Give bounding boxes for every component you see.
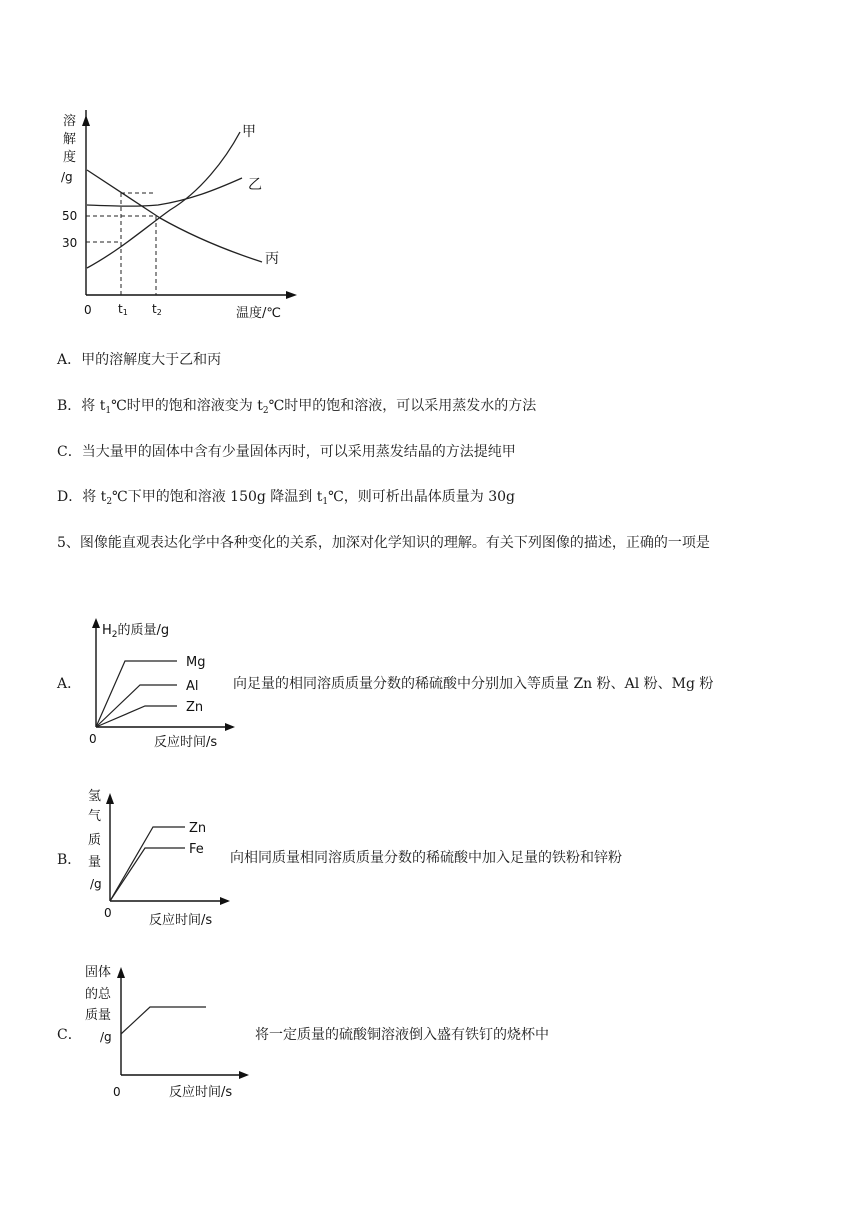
xlabel: 温度/℃: [236, 306, 281, 321]
y-axis-arrow: [117, 967, 125, 978]
ylabel: $H_2$的质量/g: [102, 623, 170, 640]
series-zn: [110, 827, 185, 901]
q4-option-d: D．将 $t_2℃$下甲的饱和溶液 150g 降温到 $t_1℃$，则可析出晶体质量为 30g: [57, 489, 515, 507]
xlabel: 反应时间/s: [149, 913, 213, 928]
y-axis-arrow: [92, 618, 100, 628]
q5-option-a-letter: A．: [57, 676, 82, 692]
ylabel-4: /g: [61, 170, 73, 184]
xlabel: 反应时间/s: [169, 1085, 233, 1100]
ylabel-2: 气: [88, 809, 102, 824]
legend-mg: Mg: [186, 655, 206, 670]
x-axis-arrow: [286, 291, 297, 299]
series-solid-mass: [121, 1007, 206, 1034]
origin: 0: [89, 732, 97, 746]
hydrogen-mass-chart: [85, 784, 230, 929]
ytick-50: 50: [62, 209, 78, 223]
ytick-30: 30: [62, 236, 78, 250]
ylabel-4: /g: [100, 1030, 112, 1044]
xlabel: 反应时间/s: [154, 735, 218, 750]
ylabel-2: 解: [63, 132, 77, 147]
q5-option-b-desc: 向相同质量相同溶质质量分数的稀硫酸中加入足量的铁粉和锌粉: [230, 850, 622, 866]
origin: 0: [104, 906, 112, 920]
q4-option-c: C．当大量甲的固体中含有少量固体丙时，可以采用蒸发结晶的方法提纯甲: [57, 444, 516, 460]
q4-option-a: A．甲的溶解度大于乙和丙: [57, 352, 222, 368]
x-axis-arrow: [225, 723, 235, 731]
xtick-t2: t2: [152, 302, 162, 317]
ylabel-1: 氢: [88, 789, 102, 804]
series-zn: [96, 706, 177, 727]
ylabel-1: 溶: [63, 114, 77, 129]
curve-jia: [87, 132, 240, 268]
q5-stem: 5、图像能直观表达化学中各种变化的关系，加深对化学知识的理解。有关下列图像的描述，正确的一项是: [57, 535, 710, 551]
ylabel-3: 质: [88, 833, 102, 848]
legend-al: Al: [186, 679, 199, 694]
legend-zn: Zn: [189, 821, 207, 836]
legend-fe: Fe: [189, 842, 204, 857]
q5-option-a-desc: 向足量的相同溶质质量分数的稀硫酸中分别加入等质量 Zn 粉、Al 粉、Mg 粉: [233, 676, 714, 692]
q5-option-c-letter: C．: [57, 1027, 82, 1043]
ylabel-4: 量: [88, 855, 102, 870]
y-axis-arrow: [106, 793, 114, 804]
y-axis-arrow: [82, 115, 90, 126]
series-mg: [96, 661, 177, 727]
series-fe: [110, 848, 185, 901]
origin: 0: [113, 1085, 121, 1099]
legend-yi: 乙: [248, 177, 262, 193]
q5-option-b-letter: B．: [57, 852, 82, 868]
curve-yi: [87, 178, 242, 206]
x-axis-arrow: [220, 897, 230, 905]
ylabel-5: /g: [90, 877, 102, 891]
curve-bing: [87, 170, 262, 262]
q5-option-c-desc: 将一定质量的硫酸铜溶液倒入盛有铁钉的烧杯中: [255, 1027, 549, 1043]
ylabel-2: 的总: [85, 987, 112, 1002]
solubility-chart: [50, 110, 310, 325]
ylabel-3: 质量: [85, 1008, 112, 1023]
xtick-t1: t1: [118, 302, 128, 317]
legend-jia: 甲: [242, 124, 256, 140]
solid-mass-chart: [82, 960, 252, 1105]
ylabel-3: 度: [63, 150, 77, 165]
legend-bing: 丙: [265, 251, 279, 267]
xtick-0: 0: [84, 303, 92, 317]
legend-zn: Zn: [186, 700, 204, 715]
x-axis-arrow: [239, 1071, 249, 1079]
q4-option-b: B．将 $t_1℃$时甲的饱和溶液变为 $t_2℃$时甲的饱和溶液，可以采用蒸发水的方法: [57, 398, 537, 416]
h2-mass-chart: [85, 612, 235, 752]
ylabel-1: 固体: [85, 965, 112, 980]
